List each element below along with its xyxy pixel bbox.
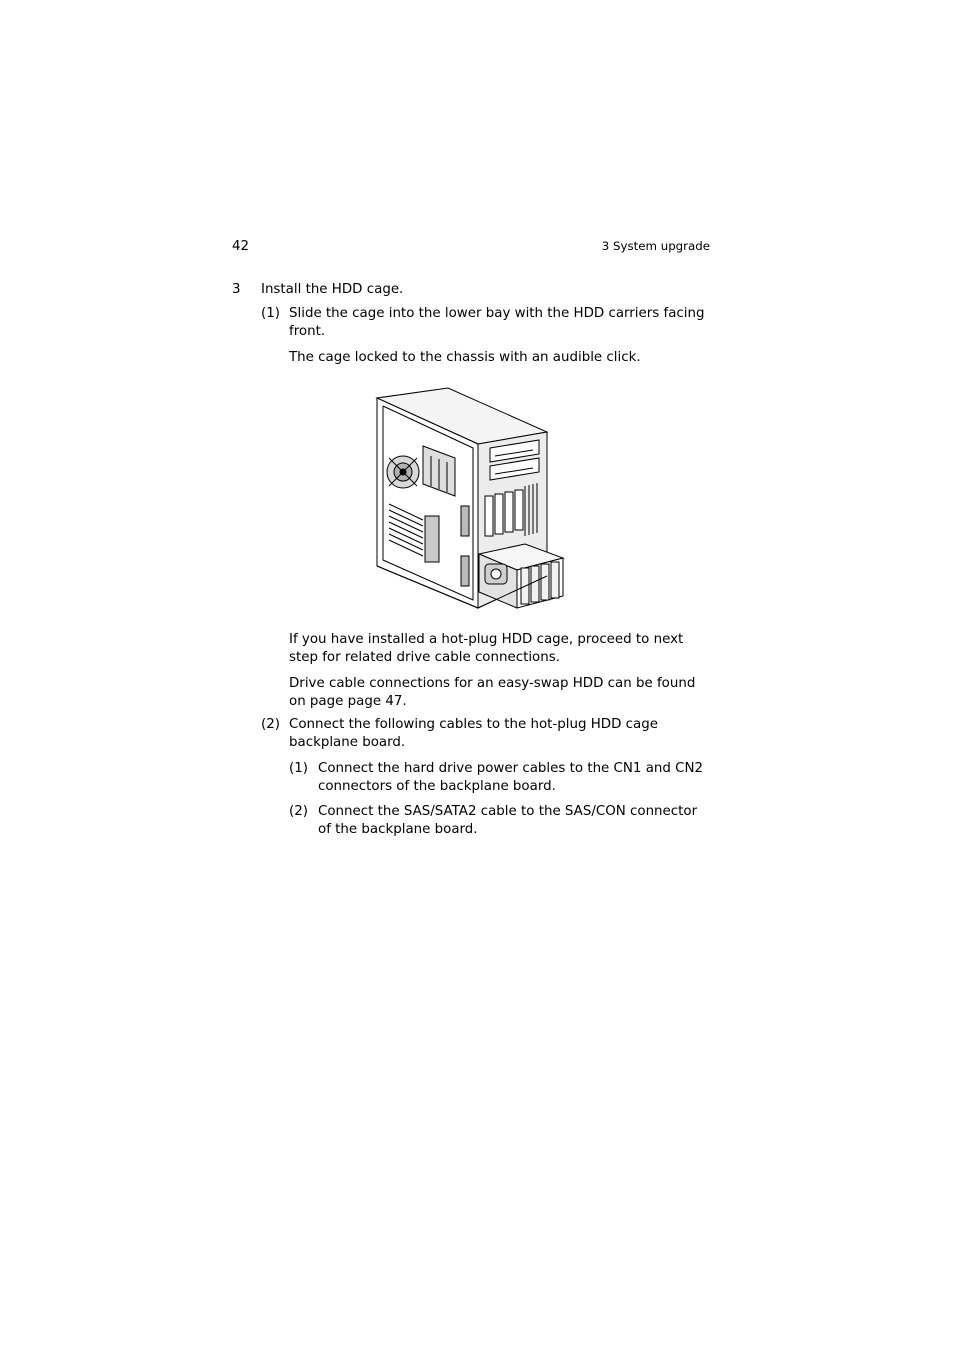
running-header: 3 System upgrade [601,239,710,253]
hdd-cage-diagram [375,386,565,614]
paragraph-line: step for related drive cable connections. [289,650,560,665]
step-number: 3 [232,282,241,297]
step-3 [232,281,712,299]
substep-number: (2) [261,717,280,732]
substep-line: Slide the cage into the lower bay with the HDD carriers facing [289,306,705,321]
list-item [289,760,729,796]
easy-swap-paragraph [289,675,719,711]
paragraph-line: If you have installed a hot-plug HDD cage, proceed to next [289,632,684,647]
paragraph-line: Drive cable connections for an easy-swap HDD can be found [289,676,696,691]
page-number: 42 [232,239,250,254]
substep-line: Connect the following cables to the hot-plug HDD cage [289,717,658,732]
substep-number: (1) [261,306,280,321]
chassis-illustration [375,386,565,614]
substep-note: The cage locked to the chassis with an audible click. [289,350,641,365]
substep-1 [261,305,721,341]
item-line: Connect the SAS/SATA2 cable to the SAS/CON connector [318,804,698,819]
substep-line: backplane board. [289,735,406,750]
item-number: (2) [289,804,308,819]
item-line: connectors of the backplane board. [318,779,556,794]
item-line: of the backplane board. [318,822,478,837]
step-text: Install the HDD cage. [261,282,404,297]
substep-line: front. [289,324,326,339]
item-number: (1) [289,761,308,776]
paragraph-line: on page page 47. [289,694,407,709]
list-item [289,803,729,839]
item-line: Connect the hard drive power cables to the CN1 and CN2 [318,761,704,776]
substep-2 [261,716,721,752]
hot-plug-paragraph [289,631,719,667]
